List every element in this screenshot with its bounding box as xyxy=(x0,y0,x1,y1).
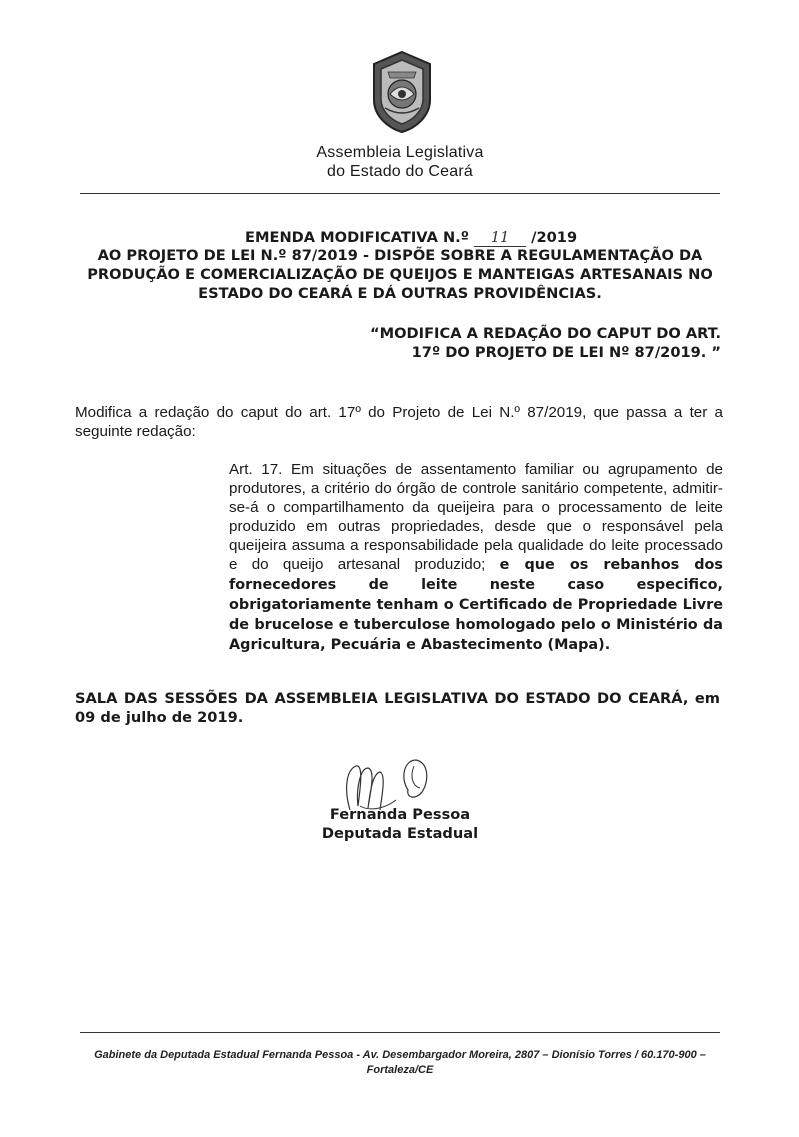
article-normal-text: Art. 17. Em situações de assentamento familiar ou agrupamento de produtores, a critério do órgão de controle sanitário competente, admitir-se-á o compartilhamento da queijeira para o processamento de leite produzido em outras propriedades, desde que o responsável pela queijeira assuma a responsabilidade pela qualidade do leite processado e do queijo artesanal produzido; xyxy=(229,461,723,573)
closing-statement: SALA DAS SESSÕES DA ASSEMBLEIA LEGISLATIVA DO ESTADO DO CEARÁ, em 09 de julho de 2019. xyxy=(75,690,720,726)
signer-name: Fernanda Pessoa xyxy=(329,806,471,823)
footer-address: Gabinete da Deputada Estadual Fernanda Pessoa - Av. Desembargador Moreira, 2807 – Dionísio Torres / 60.170-900 – xyxy=(94,1049,706,1061)
amendment-number-handwritten: 11 xyxy=(474,230,526,247)
summary-line: “MODIFICA A REDAÇÃO DO CAPUT DO ART. xyxy=(370,325,721,342)
footer-city: Fortaleza/CE xyxy=(366,1064,434,1076)
signer-role: Deputada Estadual xyxy=(321,825,479,842)
state-coat-of-arms-icon xyxy=(368,50,436,134)
amendment-title-prefix: EMENDA MODIFICATIVA N.º xyxy=(245,229,469,246)
footer-divider xyxy=(80,1032,720,1033)
intro-paragraph: Modifica a redação do caput do art. 17º do Projeto de Lei N.º 87/2019, que passa a ter a seguinte redação: xyxy=(75,404,723,440)
article-17-text xyxy=(229,460,723,655)
institution-name: Assembleia Legislativa xyxy=(316,144,484,161)
amendment-title xyxy=(245,229,577,247)
amendment-title-suffix: /2019 xyxy=(531,229,578,246)
article-bold-text: e que os rebanhos dos fornecedores de leite neste caso especifico, obrigatoriamente tenham o Certificado de Propriedade Livre de brucelose e tuberculose homologado pelo o Ministério da Agricultura, Pecuária e Abastecimento (Mapa). xyxy=(229,557,723,653)
amendment-subject-line: ESTADO DO CEARÁ E DÁ OUTRAS PROVIDÊNCIAS. xyxy=(198,285,602,302)
header-divider xyxy=(80,193,720,194)
summary-line: 17º DO PROJETO DE LEI Nº 87/2019. ” xyxy=(411,344,721,361)
institution-state: do Estado do Ceará xyxy=(327,163,473,180)
amendment-subject-line: PRODUÇÃO E COMERCIALIZAÇÃO DE QUEIJOS E MANTEIGAS ARTESANAIS NO xyxy=(87,266,713,283)
amendment-subject-line: AO PROJETO DE LEI N.º 87/2019 - DISPÕE SOBRE A REGULAMENTAÇÃO DA xyxy=(97,247,703,264)
